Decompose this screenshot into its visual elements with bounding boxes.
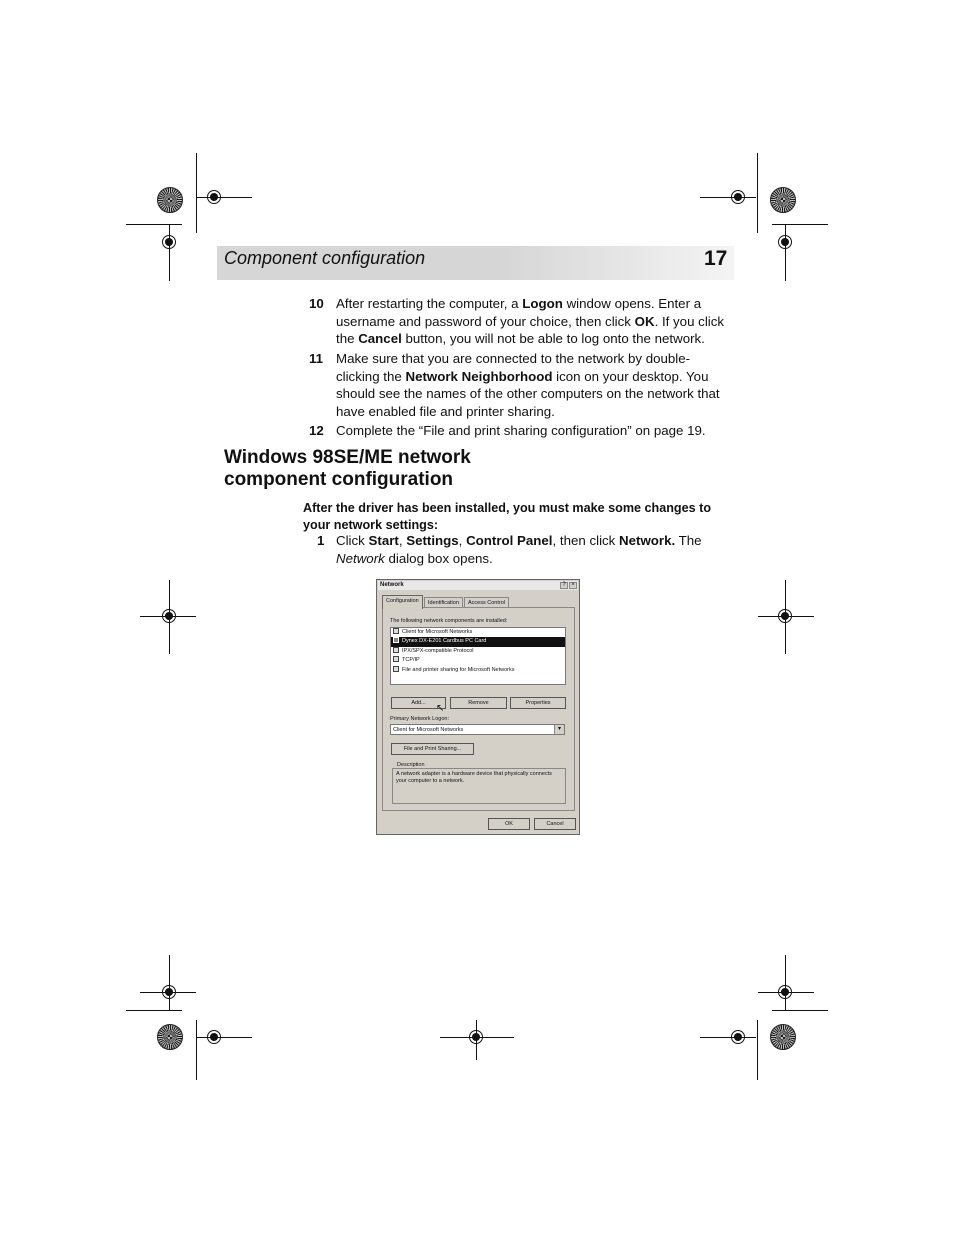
list-item[interactable]: Client for Microsoft Networks (391, 628, 565, 637)
network-card-icon (393, 637, 399, 643)
color-wheel-icon (157, 187, 183, 213)
help-button[interactable]: ? (560, 582, 568, 589)
properties-button[interactable]: Properties (510, 697, 566, 709)
registration-mark-icon (207, 1030, 221, 1044)
running-header-title: Component configuration (224, 248, 426, 268)
step-10: 10 After restarting the computer, a Logon window opens. Enter a username and password of your choice, then click OK. If you click the Cancel button, you will not be able to log onto the network. (309, 296, 725, 346)
tab-access-control[interactable]: Access Control (464, 597, 509, 608)
network-dialog (376, 579, 580, 835)
step-number: 10 (309, 296, 324, 311)
remove-button[interactable]: Remove (450, 697, 507, 709)
protocol-icon (393, 647, 399, 653)
registration-mark-icon (731, 1030, 745, 1044)
primary-logon-label: Primary Network Logon: (390, 716, 449, 722)
chevron-down-icon[interactable]: ▾ (554, 725, 564, 734)
mouse-cursor-icon: ↖ (436, 703, 445, 714)
list-item[interactable]: TCP/IP (391, 656, 565, 665)
components-list-label: The following network components are installed: (390, 618, 508, 624)
color-wheel-icon (770, 1024, 796, 1050)
registration-mark-icon (162, 609, 176, 623)
color-wheel-icon (157, 1024, 183, 1050)
registration-mark-icon (162, 985, 176, 999)
registration-mark-icon (162, 235, 176, 249)
ok-button[interactable]: OK (488, 818, 530, 830)
registration-mark-icon (778, 235, 792, 249)
primary-logon-select[interactable]: Client for Microsoft Networks ▾ (390, 724, 565, 735)
dialog-titlebar (378, 581, 578, 590)
description-label: Description (397, 762, 425, 768)
registration-mark-icon (207, 190, 221, 204)
step-number: 12 (309, 423, 324, 438)
step-1: 1 Click Start, Settings, Control Panel, then click Network. The Network dialog box opens. (317, 533, 702, 566)
step-number: 11 (309, 351, 324, 366)
add-button[interactable]: Add... (391, 697, 446, 709)
step-11: 11 Make sure that you are connected to the network by double-clicking the Network Neighborhood icon on your desktop. You should see the names of the other computers on the network that have enabled file and printer sharing. (309, 351, 720, 419)
registration-mark-icon (778, 985, 792, 999)
registration-mark-icon (778, 609, 792, 623)
network-client-icon (393, 628, 399, 634)
list-item[interactable]: File and printer sharing for Microsoft Networks (391, 666, 565, 675)
list-item[interactable]: IPX/SPX-compatible Protocol (391, 647, 565, 656)
cancel-button[interactable]: Cancel (534, 818, 576, 830)
section-intro: After the driver has been installed, you must make some changes to your network settings: (303, 501, 712, 532)
list-item[interactable]: Dynex DX-E201 Cardbus PC Card (391, 637, 565, 646)
file-and-print-sharing-button[interactable]: File and Print Sharing... (391, 743, 474, 755)
tab-identification[interactable]: Identification (424, 597, 463, 608)
tab-configuration[interactable]: Configuration (382, 595, 423, 609)
components-list[interactable] (390, 627, 566, 685)
file-sharing-icon (393, 666, 399, 672)
step-12: 12 Complete the “File and print sharing configuration” on page 19. (309, 423, 706, 438)
step-number: 1 (317, 533, 325, 548)
protocol-icon (393, 656, 399, 662)
section-heading: Windows 98SE/ME network component configuration (224, 447, 471, 490)
page-number: 17 (704, 247, 728, 270)
description-text: A network adapter is a hardware device that physically connects your computer to a network. (396, 771, 552, 784)
registration-mark-icon (469, 1030, 483, 1044)
registration-mark-icon (731, 190, 745, 204)
color-wheel-icon (770, 187, 796, 213)
close-button[interactable]: × (569, 582, 577, 589)
dialog-title: Network (380, 582, 404, 588)
